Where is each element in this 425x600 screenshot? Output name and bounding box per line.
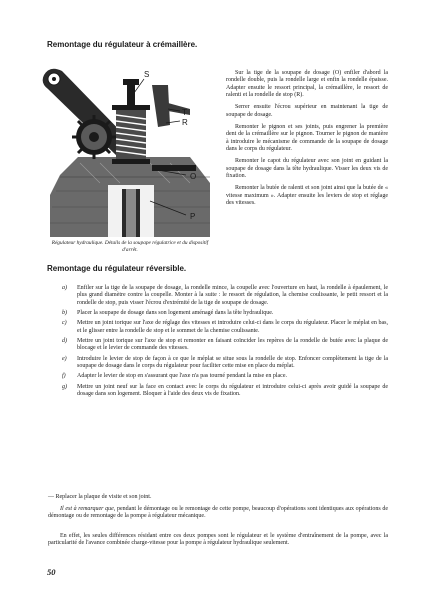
step-item (62, 310, 388, 317)
step-marker: d) (62, 338, 67, 345)
step-text: Adapter le levier de stop en s'assurant que l'axe n'a pas tourné pendant la mise en place. (77, 373, 287, 380)
step-text: Mettre un joint torique sur l'axe de réglage des vitesses et introduire celui-ci dans le corps du régulateur. Placer le méplat en bas, et le glisser entre la rondelle de stop et le sommet de la chemise coulissante. (77, 320, 388, 334)
assembly-instructions-column (226, 70, 388, 213)
step-item (62, 356, 388, 371)
step-text: Mettre un joint neuf sur la face en contact avec le corps du régulateur et introduire celui-ci après avoir guidé la soupape de dosage dans son logement. Bloquer à l'aide des deux vis de fixation. (77, 383, 388, 398)
step-list (62, 285, 388, 401)
step-text: Mettre un joint torique sur l'axe de stop et remonter en faisant coïncider les repères de la rondelle de butée avec la plaque de blocage et le levier de commande des vitesses. (77, 338, 388, 352)
step-marker: b) (62, 310, 67, 317)
paragraph: Serrer ensuite l'écrou supérieur en maintenant la tige de soupape de dosage. (226, 104, 388, 118)
label-s: S (144, 70, 150, 79)
step-item (62, 338, 388, 353)
remark-lead: Il est à remarquer que, (60, 506, 116, 512)
paragraph: Remonter la butée de ralenti et son joint ainsi que la butée de « vitesse maximum ». Adapter ensuite les leviers de stop et réglage des vitesses. (226, 185, 388, 207)
step-marker: g) (62, 383, 67, 390)
step-item (62, 285, 388, 307)
remark-paragraph (48, 506, 388, 521)
page-number: 50 (47, 567, 56, 577)
label-p: P (190, 212, 196, 221)
paragraph: Sur la tige de la soupape de dosage (O) enfiler d'abord la rondelle double, puis la rondelle large et enfin la rondelle épaisse. Adapter ensuite le ressort principal, la crémaillère, le ressort de ralenti et la rondelle de stop (R). (226, 70, 388, 99)
step-text: Placer la soupape de dosage dans son logement aménagé dans la tête hydraulique. (77, 310, 274, 317)
step-item (62, 320, 388, 335)
step-text: Introduire le levier de stop de façon à ce que le méplat se situe sous la rondelle de stop. Enfoncer complètement la tige de la soupape de dosage dans le corps du régulateur pour faciliter cette mise en place du méplat. (77, 355, 388, 370)
step-marker: e) (62, 355, 67, 362)
step-marker: c) (62, 320, 67, 327)
section-title-reversible-governor: Remontage du régulateur réversible. (47, 264, 187, 273)
label-r: R (182, 118, 188, 127)
label-o: O (190, 172, 197, 181)
step-text: Enfiler sur la tige de la soupape de dosage, la rondelle mince, la coupelle avec l'ouverture en haut, la rondelle à épaulement, le plus grand diamètre contre la coupelle. Monter à la suite : le ressort de régulation, la chemise coulissante, le petit ressort et la rondelle de stop, puis visser l'écrou d'extrémité de la tige de soupape de dosage. (77, 285, 388, 306)
governor-diagram (40, 65, 220, 237)
step-marker: a) (62, 285, 67, 291)
step-marker: f) (62, 373, 66, 380)
section-title-rack-governor: Remontage du régulateur à crémaillère. (47, 40, 198, 49)
remark-body: pendant le démontage ou le remontage de cette pompe, beaucoup d'opérations sont identiques aux opérations de démontage ou de remontage de la pompe à régulateur mécanique. (48, 506, 388, 520)
step-item (62, 373, 388, 380)
figure-caption: Régulateur hydraulique. Détails de la soupape régulatrice et du dispositif d'arrêt. (51, 240, 209, 253)
paragraph: Remonter le pignon et ses joints, puis engrener la première dent de la crémaillère sur le pignon. Tourner le pignon de manière à introduire le mécanisme de commande de la soupape de dosage dans le corps du régulateur. (226, 124, 388, 153)
replace-cover-line: — Replacer la plaque de visite et son joint. (48, 494, 152, 500)
step-item (62, 384, 388, 399)
final-paragraph: En effet, les seules différences résidant entre ces deux pompes sont le régulateur et le système d'entraînement de la pompe, avec la particularité de l'avance combinée charge-vitesse pour la pompe à régulateur hydraulique seulement. (48, 533, 388, 547)
label-t: T (182, 108, 187, 117)
paragraph: Remonter le capot du régulateur avec son joint en guidant la soupape de dosage dans la tête hydraulique. Visser les deux vis de fixation. (226, 158, 388, 180)
